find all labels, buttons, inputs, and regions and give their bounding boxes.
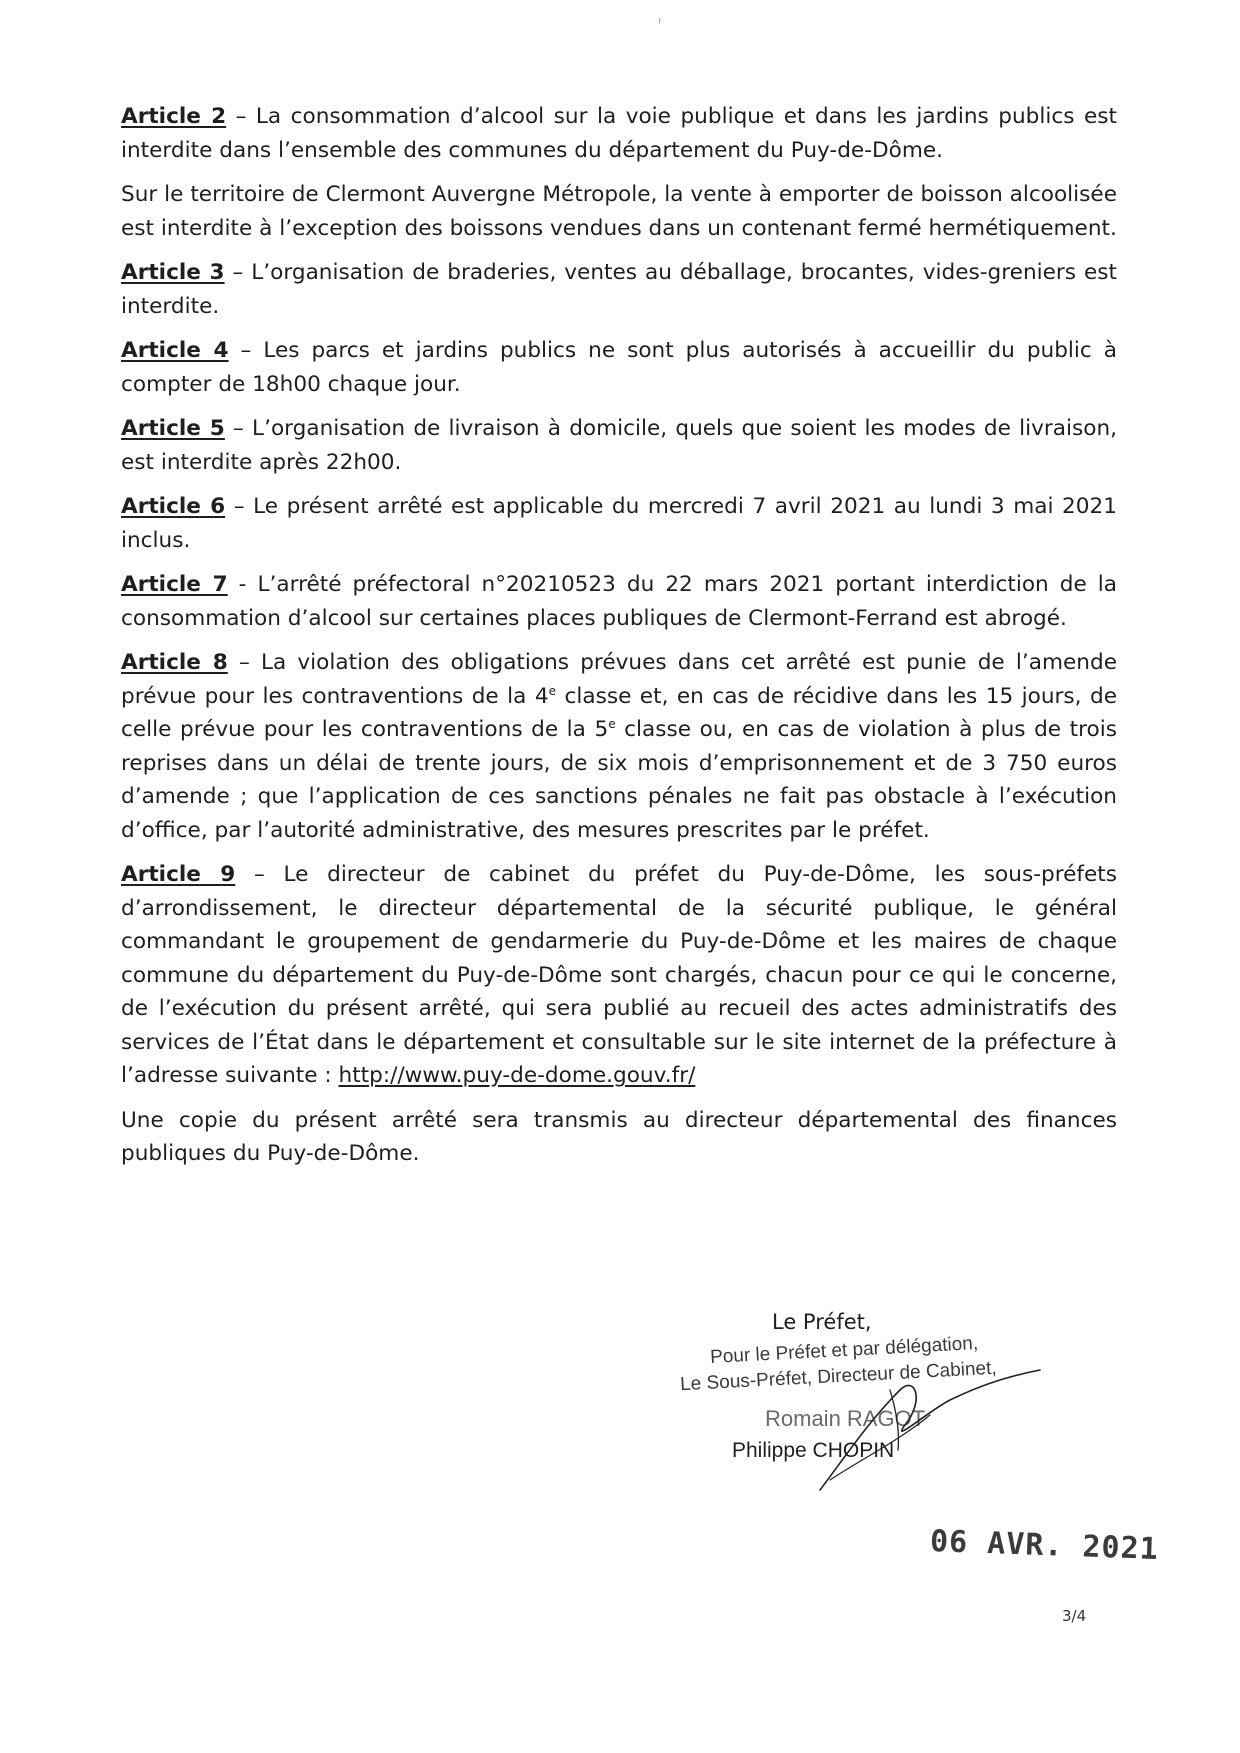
- article-label: Article 3: [121, 260, 225, 285]
- article-text: L’organisation de braderies, ventes au déballage, brocantes, vides-greniers est interdite.: [121, 260, 1117, 319]
- article-label: Article 7: [121, 572, 228, 597]
- article-8: Article 8 – La violation des obligations prévues dans cet arrêté est punie de l’amende prévue pour les contraventions de la 4e classe et, en cas de récidive dans les 15 jours, de celle prévue pour les contraventions de la 5e classe ou, en cas de violation à plus de trois reprises dans un délai de trente jours, de six mois d’emprisonnement et de 3 750 euros d’amende ; que l’application de ces sanctions pénales ne fait pas obstacle à l’exécution d’office, par l’autorité administrative, des mesures prescrites par le préfet.: [121, 650, 1117, 843]
- signature-block: [640, 1310, 1100, 1510]
- article-label: Article 9: [121, 862, 236, 887]
- article-2-paragraph-2: [121, 178, 1117, 245]
- article-6: Article 6 – Le présent arrêté est applicable du mercredi 7 avril 2021 au lundi 3 mai 2021 inclus.: [121, 494, 1118, 553]
- page-number: 3/4: [1062, 1607, 1087, 1625]
- article-text: Les parcs et jardins publics ne sont plus autorisés à accueillir du public à compter de 18h00 chaque jour.: [121, 338, 1117, 397]
- article-3: Article 3 – L’organisation de braderies, ventes au déballage, brocantes, vides-greniers est interdite.: [121, 260, 1117, 319]
- article-label: Article 8: [121, 650, 228, 675]
- signatory-name: Philippe CHOPIN: [732, 1439, 895, 1462]
- article-text: Sur le territoire de Clermont Auvergne Métropole, la vente à emporter de boisson alcoolisée est interdite à l’exception des boissons vendues dans un contenant fermé hermétiquement.: [121, 182, 1117, 241]
- article-text: L’arrêté préfectoral n°20210523 du 22 mars 2021 portant interdiction de la consommation d’alcool sur certaines places publiques de Clermont-Ferrand est abrogé.: [121, 572, 1117, 631]
- article-label: Article 4: [121, 338, 229, 363]
- article-5: Article 5 – L’organisation de livraison à domicile, quels que soient les modes de livraison, est interdite après 22h00.: [121, 416, 1118, 475]
- article-text: L’organisation de livraison à domicile, quels que soient les modes de livraison, est interdite après 22h00.: [121, 416, 1118, 475]
- delegation-stamp-line-2: Le Sous-Préfet, Directeur de Cabinet,: [679, 1357, 998, 1396]
- article-text: Le présent arrêté est applicable du mercredi 7 avril 2021 au lundi 3 mai 2021 inclus.: [121, 494, 1118, 553]
- article-label: Article 2: [121, 104, 227, 129]
- article-label: Article 6: [121, 494, 226, 519]
- handwritten-signature: [700, 1330, 1120, 1510]
- document-body: [121, 100, 1117, 1182]
- article-9: Article 9 – Le directeur de cabinet du préfet du Puy-de-Dôme, les sous-préfets d’arrondissement, le directeur départemental de la sécurité publique, le général commandant le groupement de gendarmerie du Puy-de-Dôme et les maires de chaque commune du département du Puy-de-Dôme sont chargés, chacun pour ce qui le concerne, de l’exécution du présent arrêté, qui sera publié au recueil des actes administratifs des services de l’État dans le département et consultable sur le site internet de la préfecture à l’adresse suivante : http://www.puy-de-dome.gouv.fr/: [121, 862, 1118, 1088]
- closing-paragraph: Une copie du présent arrêté sera transmis au directeur départemental des finances publiques du Puy-de-Dôme.: [121, 1107, 1117, 1166]
- prefecture-website-link[interactable]: http://www.puy-de-dome.gouv.fr/: [338, 1063, 696, 1088]
- article-text: La consommation d’alcool sur la voie publique et dans les jardins publics est interdite dans l’ensemble des communes du département du Puy-de-Dôme.: [121, 104, 1117, 163]
- article-4: Article 4 – Les parcs et jardins publics ne sont plus autorisés à accueillir du public à compter de 18h00 chaque jour.: [121, 338, 1117, 397]
- delegation-stamp-line-1: Pour le Préfet et par délégation,: [709, 1332, 979, 1369]
- article-2: Article 2 – La consommation d’alcool sur la voie publique et dans les jardins publics est interdite dans l’ensemble des communes du département du Puy-de-Dôme.: [121, 104, 1117, 163]
- article-label: Article 5: [121, 416, 225, 441]
- article-7: Article 7 - L’arrêté préfectoral n°20210523 du 22 mars 2021 portant interdiction de la consommation d’alcool sur certaines places publiques de Clermont-Ferrand est abrogé.: [121, 572, 1117, 631]
- stamp-name: Romain RAGOT: [765, 1406, 926, 1431]
- date-stamp: 06 AVR. 2021: [929, 1524, 1160, 1567]
- signature-title: Le Préfet,: [772, 1310, 872, 1334]
